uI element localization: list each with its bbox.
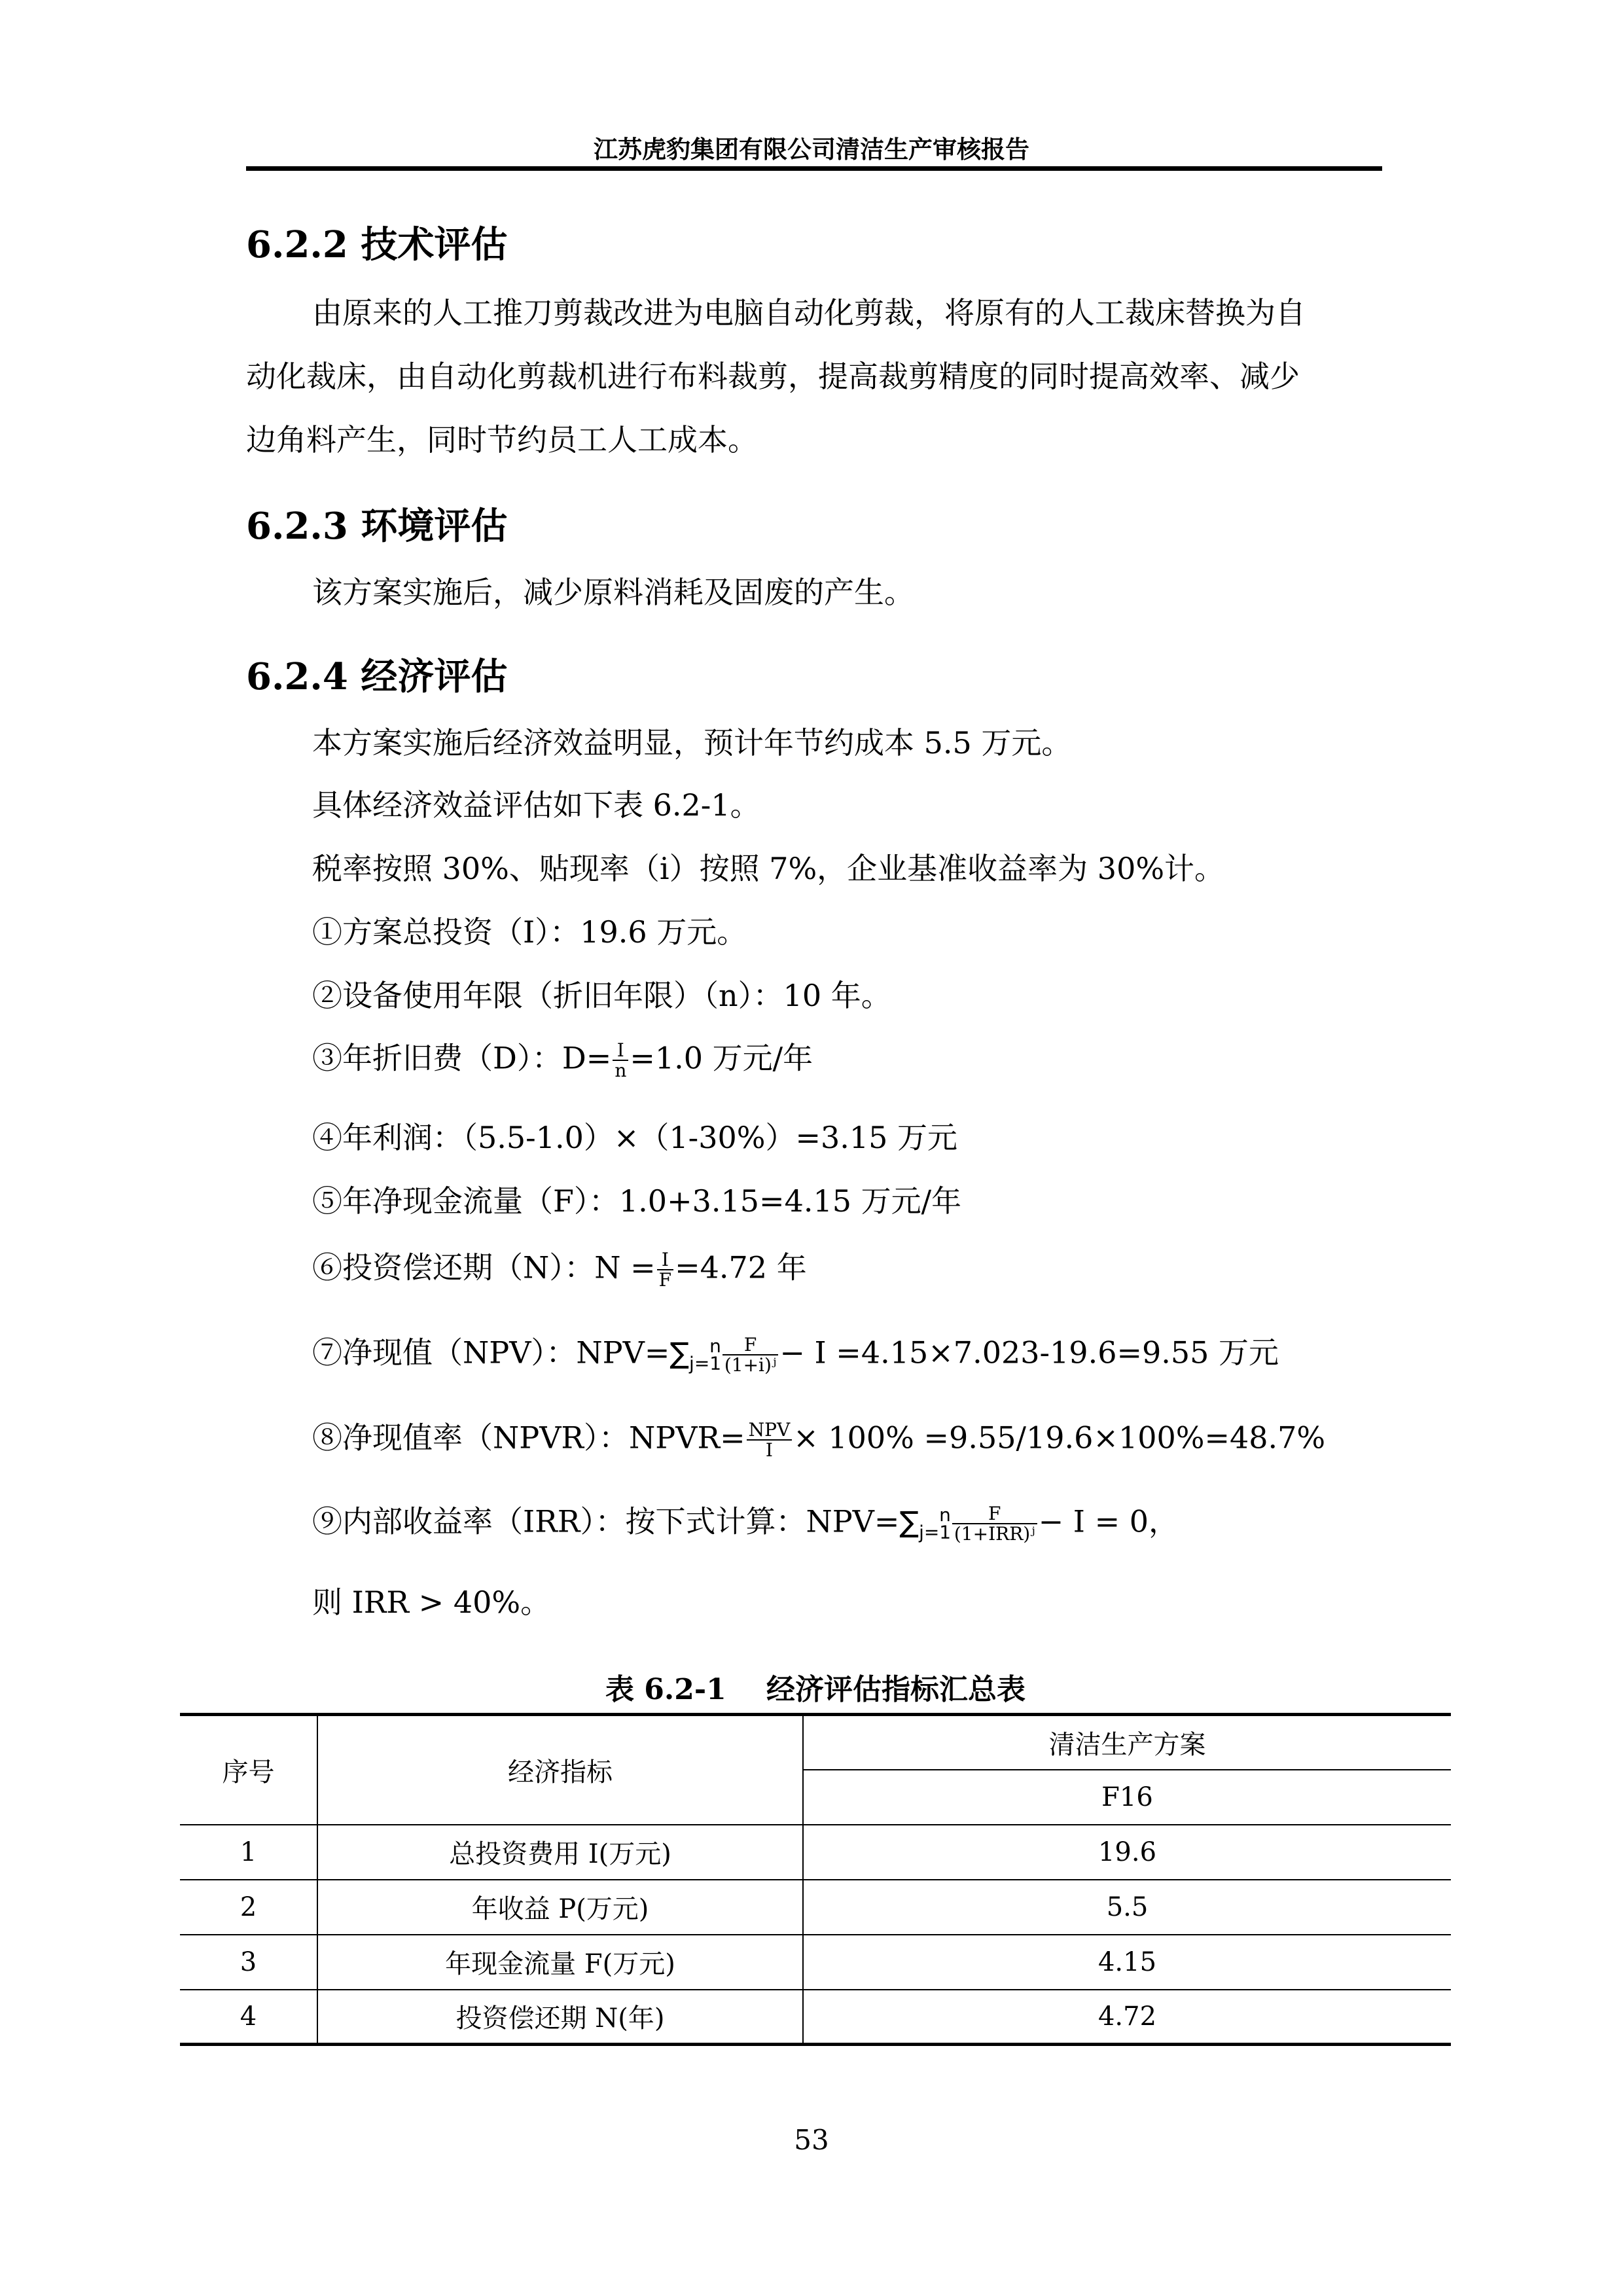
f7-numerator: F xyxy=(722,1335,778,1355)
table-row xyxy=(180,1825,1451,1880)
econ-line-3: 税率按照 30%、贴现率（i）按照 7%，企业基准收益率为 30%计。 xyxy=(312,851,1225,886)
econ-item-9-formula xyxy=(312,1504,1179,1544)
f6-numerator: I xyxy=(657,1250,673,1270)
section-heading-econ: 6.2.4 经济评估 xyxy=(246,655,508,698)
table-header-row xyxy=(180,1715,1451,1770)
col-header-no: 序号 xyxy=(180,1715,317,1825)
econ-item-1: ①方案总投资（I）：19.6 万元。 xyxy=(312,914,747,950)
f3-prefix: ③年折旧费（D）：D= xyxy=(312,1040,612,1076)
f9-numerator: F xyxy=(952,1504,1037,1524)
f8-prefix: ⑧净现值率（NPVR）：NPVR= xyxy=(312,1420,745,1456)
cell-indicator: 年收益 P(万元) xyxy=(317,1880,803,1935)
f9-prefix: ⑨内部收益率（IRR）：按下式计算：NPV= xyxy=(312,1503,900,1539)
f9-sum-lower: j=1 xyxy=(919,1521,952,1543)
f7-sigma: ∑ xyxy=(669,1336,690,1371)
table-row xyxy=(180,1880,1451,1935)
f6-suffix: =4.72 年 xyxy=(675,1249,807,1285)
f8-numerator: NPV xyxy=(747,1420,793,1441)
econ-item-5: ⑤年净现金流量（F）：1.0+3.15=4.15 万元/年 xyxy=(312,1183,962,1219)
econ-item-3-formula xyxy=(312,1041,813,1081)
econ-item-2: ②设备使用年限（折旧年限）（n）：10 年。 xyxy=(312,978,891,1013)
cell-indicator: 投资偿还期 N(年) xyxy=(317,1990,803,2045)
cell-value: 4.72 xyxy=(803,1990,1451,2045)
col-header-scheme-id: F16 xyxy=(803,1770,1451,1825)
col-header-indicator: 经济指标 xyxy=(317,1715,803,1825)
econ-item-8-formula xyxy=(312,1420,1325,1460)
f9-fraction xyxy=(952,1504,1037,1544)
cell-no: 3 xyxy=(180,1935,317,1990)
f3-suffix: =1.0 万元/年 xyxy=(630,1040,813,1076)
page-header: 江苏虎豹集团有限公司清洁生产审核报告 xyxy=(594,135,1029,164)
tech-line-1: 由原来的人工推刀剪裁改进为电脑自动化剪裁，将原有的人工裁床替换为自 xyxy=(312,295,1306,331)
f9-denominator: (1+IRR)ʲ xyxy=(954,1523,1035,1545)
f7-fraction xyxy=(722,1335,778,1375)
econ-item-7-formula xyxy=(312,1335,1279,1375)
econ-conclusion: 则 IRR > 40%。 xyxy=(312,1585,551,1620)
econ-item-6-formula xyxy=(312,1250,807,1290)
cell-no: 2 xyxy=(180,1880,317,1935)
cell-indicator: 总投资费用 I(万元) xyxy=(317,1825,803,1880)
f8-fraction xyxy=(747,1420,793,1460)
header-rule xyxy=(246,166,1382,171)
f7-denominator: (1+i)ʲ xyxy=(724,1354,777,1376)
env-line-1: 该方案实施后，减少原料消耗及固废的产生。 xyxy=(312,575,914,610)
table-row xyxy=(180,1990,1451,2045)
col-header-scheme: 清洁生产方案 xyxy=(803,1715,1451,1770)
f3-numerator: I xyxy=(613,1041,628,1061)
f3-fraction xyxy=(613,1041,628,1081)
tech-line-2: 动化裁床，由自动化剪裁机进行布料裁剪，提高裁剪精度的同时提高效率、减少 xyxy=(246,359,1300,394)
f9-sum-upper: n xyxy=(939,1504,951,1526)
f6-denominator: F xyxy=(658,1269,672,1291)
f8-denominator: I xyxy=(765,1439,773,1462)
f8-suffix: × 100% =9.55/19.6×100%=48.7% xyxy=(793,1420,1326,1456)
f7-sum-upper: n xyxy=(709,1335,721,1357)
section-heading-tech: 6.2.2 技术评估 xyxy=(246,223,508,266)
table-title: 表 6.2-1 经济评估指标汇总表 xyxy=(605,1673,1026,1706)
f7-prefix: ⑦净现值（NPV）：NPV= xyxy=(312,1335,670,1371)
f6-prefix: ⑥投资偿还期（N）：N = xyxy=(312,1249,656,1285)
section-heading-env: 6.2.3 环境评估 xyxy=(246,505,508,548)
f7-sum-lower: j=1 xyxy=(689,1352,722,1374)
f6-fraction xyxy=(657,1250,673,1290)
table-row xyxy=(180,1935,1451,1990)
econ-line-2: 具体经济效益评估如下表 6.2-1。 xyxy=(312,787,760,823)
cell-value: 5.5 xyxy=(803,1880,1451,1935)
cell-indicator: 年现金流量 F(万元) xyxy=(317,1935,803,1990)
econ-line-1: 本方案实施后经济效益明显，预计年节约成本 5.5 万元。 xyxy=(312,725,1072,761)
f7-suffix: − I =4.15×7.023-19.6=9.55 万元 xyxy=(779,1335,1279,1371)
cell-value: 19.6 xyxy=(803,1825,1451,1880)
f3-denominator: n xyxy=(615,1060,627,1082)
page-number: 53 xyxy=(794,2124,829,2156)
cell-no: 1 xyxy=(180,1825,317,1880)
econ-item-4: ④年利润：（5.5-1.0）×（1-30%）=3.15 万元 xyxy=(312,1120,958,1155)
tech-line-3: 边角料产生，同时节约员工人工成本。 xyxy=(246,422,758,457)
cell-value: 4.15 xyxy=(803,1935,1451,1990)
cell-no: 4 xyxy=(180,1990,317,2045)
f9-sigma: ∑ xyxy=(899,1505,919,1539)
f9-suffix: − I = 0， xyxy=(1038,1503,1179,1539)
econ-summary-table xyxy=(180,1713,1451,2046)
